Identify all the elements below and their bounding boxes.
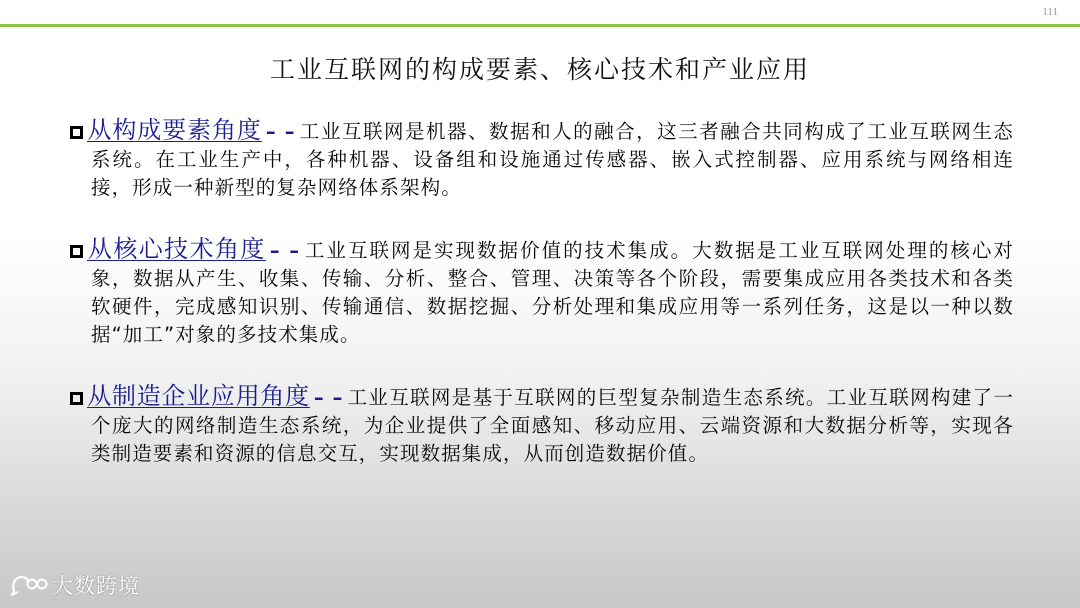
square-bullet-icon xyxy=(70,245,83,258)
dash-separator: – – xyxy=(313,386,344,409)
section-heading: 从核心技术角度 xyxy=(87,235,266,263)
watermark-text: 大数跨境 xyxy=(52,574,140,598)
section-core-technology xyxy=(70,235,1014,349)
wechat-logo-icon xyxy=(10,573,48,597)
content-sections xyxy=(70,116,1014,501)
section-composition xyxy=(70,116,1014,202)
top-accent-line xyxy=(0,24,1080,27)
section-enterprise-application xyxy=(70,382,1014,468)
section-heading: 从制造企业应用角度 xyxy=(87,382,310,410)
slide-title: 工业互联网的构成要素、核心技术和产业应用 xyxy=(269,55,810,84)
section-paragraph xyxy=(70,235,1014,349)
square-bullet-icon xyxy=(70,126,83,139)
section-text: 工业互联网是机器、数据和人的融合，这三者融合共同构成了工业互联网生态系统。在工业生产中，各种机器、设备组和设施通过传感器、嵌入式控制器、应用系统与网络相连接，形成一种新型的复杂网络体系架构。 xyxy=(91,120,1014,199)
section-heading: 从构成要素角度 xyxy=(87,116,262,144)
section-text: 工业互联网是实现数据价值的技术集成。大数据是工业互联网处理的核心对象，数据从产生、收集、传输、分析、整合、管理、决策等各个阶段，需要集成应用各类技术和各类软硬件，完成感知识别、传输通信、数据挖掘、分析处理和集成应用等一系列任务，这是以一种以数据“加工”对象的多技术集成。 xyxy=(91,239,1014,346)
section-paragraph xyxy=(70,382,1014,468)
dash-separator: – – xyxy=(269,239,301,262)
dash-separator: – – xyxy=(265,120,296,143)
section-paragraph xyxy=(70,116,1014,202)
watermark xyxy=(10,570,140,600)
page-number: 111 xyxy=(1042,6,1058,18)
section-text: 工业互联网是基于互联网的巨型复杂制造生态系统。工业互联网构建了一个庞大的网络制造生态系统，为企业提供了全面感知、移动应用、云端资源和大数据分析等，实现各类制造要素和资源的信息交互，实现数据集成，从而创造数据价值。 xyxy=(91,386,1015,465)
square-bullet-icon xyxy=(70,392,83,405)
